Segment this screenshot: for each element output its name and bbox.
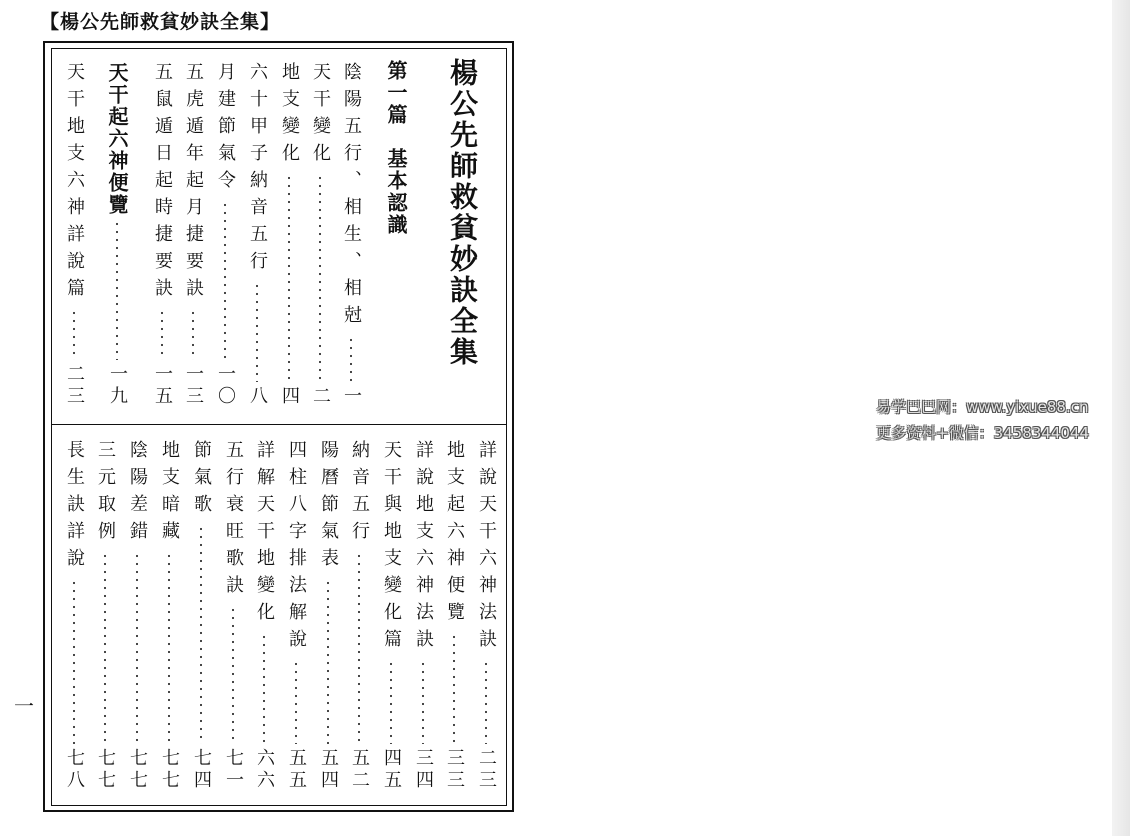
leader-dots xyxy=(161,309,163,360)
page-number: 四五 xyxy=(381,748,402,792)
page-header: 【楊公先師救貧妙訣全集】 xyxy=(40,11,281,33)
toc-entry[interactable]: 三元取例 七七 xyxy=(95,440,116,792)
leader-dots xyxy=(232,606,234,744)
toc-entry[interactable]: 陰陽差錯 七七 xyxy=(127,440,148,792)
toc-entry[interactable]: 節氣歌 七四 xyxy=(191,440,212,792)
leader-dots xyxy=(73,579,75,744)
page-number: 四 xyxy=(279,386,300,408)
toc-entry[interactable]: 天干變化 二 xyxy=(310,62,331,408)
page-number: 六六 xyxy=(254,748,275,792)
page-number: 一九 xyxy=(107,364,128,408)
page-number: 一〇 xyxy=(215,364,236,408)
toc-entry[interactable]: 地支變化 四 xyxy=(279,62,300,408)
page-edge-shading xyxy=(1112,0,1130,836)
leader-dots xyxy=(358,552,360,744)
page-number: 一三 xyxy=(183,364,204,408)
leader-dots xyxy=(104,552,106,744)
page-number: 七七 xyxy=(95,748,116,792)
leader-dots xyxy=(192,309,194,360)
leader-dots xyxy=(295,660,297,744)
leader-dots xyxy=(224,201,226,360)
page-number: 五二 xyxy=(349,748,370,792)
leader-dots xyxy=(288,174,290,382)
page-number: 二三 xyxy=(64,364,85,408)
leader-dots xyxy=(327,579,329,744)
toc-entry[interactable]: 四柱八字排法解說 五五 xyxy=(286,440,307,792)
page-number: 五五 xyxy=(286,748,307,792)
chapter-heading: 第一篇 基本認識 xyxy=(384,60,408,236)
toc-entry[interactable]: 納音五行 五二 xyxy=(349,440,370,792)
toc-entry[interactable]: 五虎遁年起月捷要訣 一三 xyxy=(183,62,204,408)
page-number: 七七 xyxy=(159,748,180,792)
page-number: 一五 xyxy=(152,364,173,408)
toc-entry[interactable]: 詳說地支六神法訣 三四 xyxy=(413,440,434,792)
page-number: 八 xyxy=(247,386,268,408)
toc-entry[interactable]: 詳說天干六神法訣 二三 xyxy=(476,440,497,792)
watermark-line-2: 更多资料+微信：3458344044 xyxy=(876,424,1090,442)
leader-dots xyxy=(390,660,392,744)
toc-entry[interactable]: 天干與地支變化篇 四五 xyxy=(381,440,402,792)
page-number: 二三 xyxy=(476,748,497,792)
toc-entry[interactable]: 六十甲子納音五行 八 xyxy=(247,62,268,408)
leader-dots xyxy=(485,660,487,744)
toc-entry[interactable]: 五行衰旺歌訣 七一 xyxy=(223,440,244,792)
leader-dots xyxy=(263,633,265,744)
page-number: 三四 xyxy=(413,748,434,792)
page-number: 七四 xyxy=(191,748,212,792)
toc-entry[interactable]: 長生訣詳說 七八 xyxy=(64,440,85,792)
book-title: 楊公先師救貧妙訣全集 xyxy=(446,58,479,368)
page-number: 七七 xyxy=(127,748,148,792)
leader-dots xyxy=(453,633,455,744)
leader-dots xyxy=(168,552,170,744)
panel-divider xyxy=(51,424,507,425)
page-number: 一 xyxy=(341,386,362,408)
toc-entry[interactable]: 天干地支六神詳說篇 二三 xyxy=(64,62,85,408)
leader-dots xyxy=(422,660,424,744)
page-number: 七八 xyxy=(64,748,85,792)
toc-entry[interactable]: 陽曆節氣表 五四 xyxy=(318,440,339,792)
toc-entry[interactable]: 天干起六神便覽 一九 xyxy=(105,62,129,408)
leader-dots xyxy=(136,552,138,744)
leader-dots xyxy=(116,220,118,360)
toc-entry[interactable]: 五鼠遁日起時捷要訣 一五 xyxy=(152,62,173,408)
leader-dots xyxy=(319,174,321,382)
toc-entry[interactable]: 詳解天干地變化 六六 xyxy=(254,440,275,792)
toc-entry[interactable]: 地支暗藏 七七 xyxy=(159,440,180,792)
toc-entry[interactable]: 月建節氣令 一〇 xyxy=(215,62,236,408)
side-page-mark: 一 xyxy=(14,694,34,718)
leader-dots xyxy=(256,282,258,382)
page-number: 七一 xyxy=(223,748,244,792)
page-number: 五四 xyxy=(318,748,339,792)
leader-dots xyxy=(200,525,202,744)
page-number: 二 xyxy=(310,386,331,408)
page-number: 三三 xyxy=(444,748,465,792)
leader-dots xyxy=(73,309,75,360)
watermark-line-1: 易学巴巴网：www.yixue88.cn xyxy=(876,398,1089,416)
toc-entry[interactable]: 陰陽五行、相生、相尅 一 xyxy=(341,62,362,408)
toc-entry[interactable]: 地支起六神便覽 三三 xyxy=(444,440,465,792)
leader-dots xyxy=(350,336,352,382)
